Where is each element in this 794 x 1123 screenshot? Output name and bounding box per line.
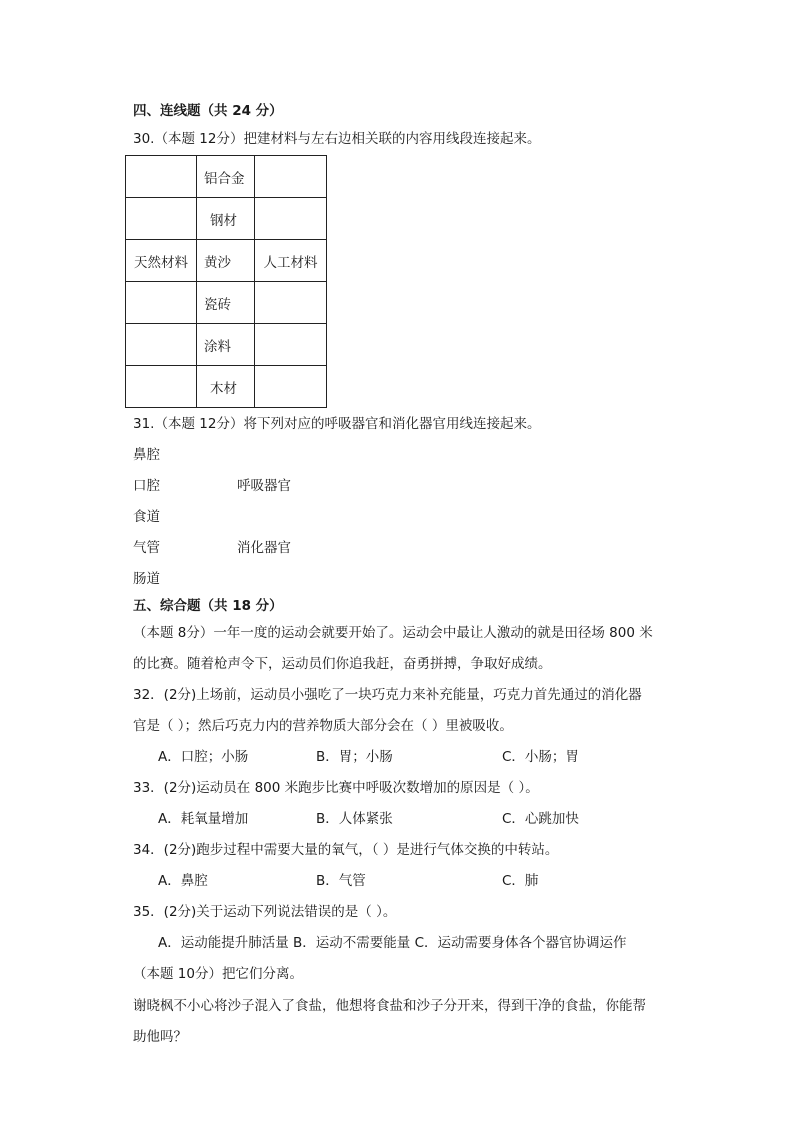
question-32-option-a[interactable]: A．口腔；小肠 — [158, 749, 249, 765]
question-35-options[interactable]: A．运动能提升肺活量 B．运动不需要能量 C．运动需要身体各个器官协调运作 — [158, 935, 627, 951]
artificial-material-label: 人工材料 — [255, 240, 327, 282]
question-36-text: 助他吗？ — [133, 1029, 187, 1045]
organ-item: 肠道 — [133, 571, 160, 587]
question-32-option-b[interactable]: B．胃；小肠 — [316, 749, 393, 765]
material-item: 铝合金 — [204, 170, 245, 187]
material-item: 涂料 — [204, 338, 231, 355]
material-item: 黄沙 — [204, 254, 231, 271]
question-32-option-c[interactable]: C．小肠；胃 — [502, 749, 579, 765]
digestive-organ-label: 消化器官 — [237, 540, 291, 556]
question-33-option-c[interactable]: C．心跳加快 — [502, 811, 579, 827]
scenario-intro-line: 的比赛。随着枪声令下，运动员们你追我赶，奋勇拼搏，争取好成绩。 — [133, 656, 552, 672]
question-34-option-a[interactable]: A．鼻腔 — [158, 873, 208, 889]
material-item: 瓷砖 — [204, 296, 231, 313]
question-36-header: （本题 10分）把它们分离。 — [133, 966, 303, 982]
question-34-option-b[interactable]: B．气管 — [316, 873, 366, 889]
question-32-text: 官是（ ）；然后巧克力内的营养物质大部分会在（ ）里被吸收。 — [133, 718, 513, 734]
organ-item: 食道 — [133, 509, 160, 525]
question-33-option-a[interactable]: A．耗氧量增加 — [158, 811, 249, 827]
organ-item: 鼻腔 — [133, 447, 160, 463]
question-32-text: 32．(2分)上场前，运动员小强吃了一块巧克力来补充能量，巧克力首先通过的消化器 — [133, 687, 642, 703]
question-31-prompt: 31.（本题 12分）将下列对应的呼吸器官和消化器官用线连接起来。 — [133, 416, 541, 432]
question-30-prompt: 30.（本题 12分）把建材料与左右边相关联的内容用线段连接起来。 — [133, 131, 541, 147]
material-item: 木材 — [210, 380, 237, 397]
scenario-intro-line: （本题 8分）一年一度的运动会就要开始了。运动会中最让人激动的就是田径场 800 米 — [133, 625, 653, 641]
respiratory-organ-label: 呼吸器官 — [237, 478, 291, 494]
organ-item: 气管 — [133, 540, 160, 556]
question-33-text: 33．(2分)运动员在 800 米跑步比赛中呼吸次数增加的原因是（ ）。 — [133, 780, 539, 796]
question-34-text: 34．(2分)跑步过程中需要大量的氧气，（ ）是进行气体交换的中转站。 — [133, 842, 559, 858]
material-matching-table — [125, 155, 327, 408]
section-four-heading: 四、连线题（共 24 分） — [133, 103, 283, 119]
section-five-heading: 五、综合题（共 18 分） — [133, 598, 283, 614]
material-item: 钢材 — [210, 212, 237, 229]
question-33-option-b[interactable]: B．人体紧张 — [316, 811, 393, 827]
natural-material-label: 天然材料 — [126, 240, 197, 282]
question-35-text: 35．(2分)关于运动下列说法错误的是（ ）。 — [133, 904, 397, 920]
question-36-text: 谢晓枫不小心将沙子混入了食盐，他想将食盐和沙子分开来，得到干净的食盐，你能帮 — [133, 998, 646, 1014]
question-34-option-c[interactable]: C．肺 — [502, 873, 539, 889]
organ-item: 口腔 — [133, 478, 160, 494]
